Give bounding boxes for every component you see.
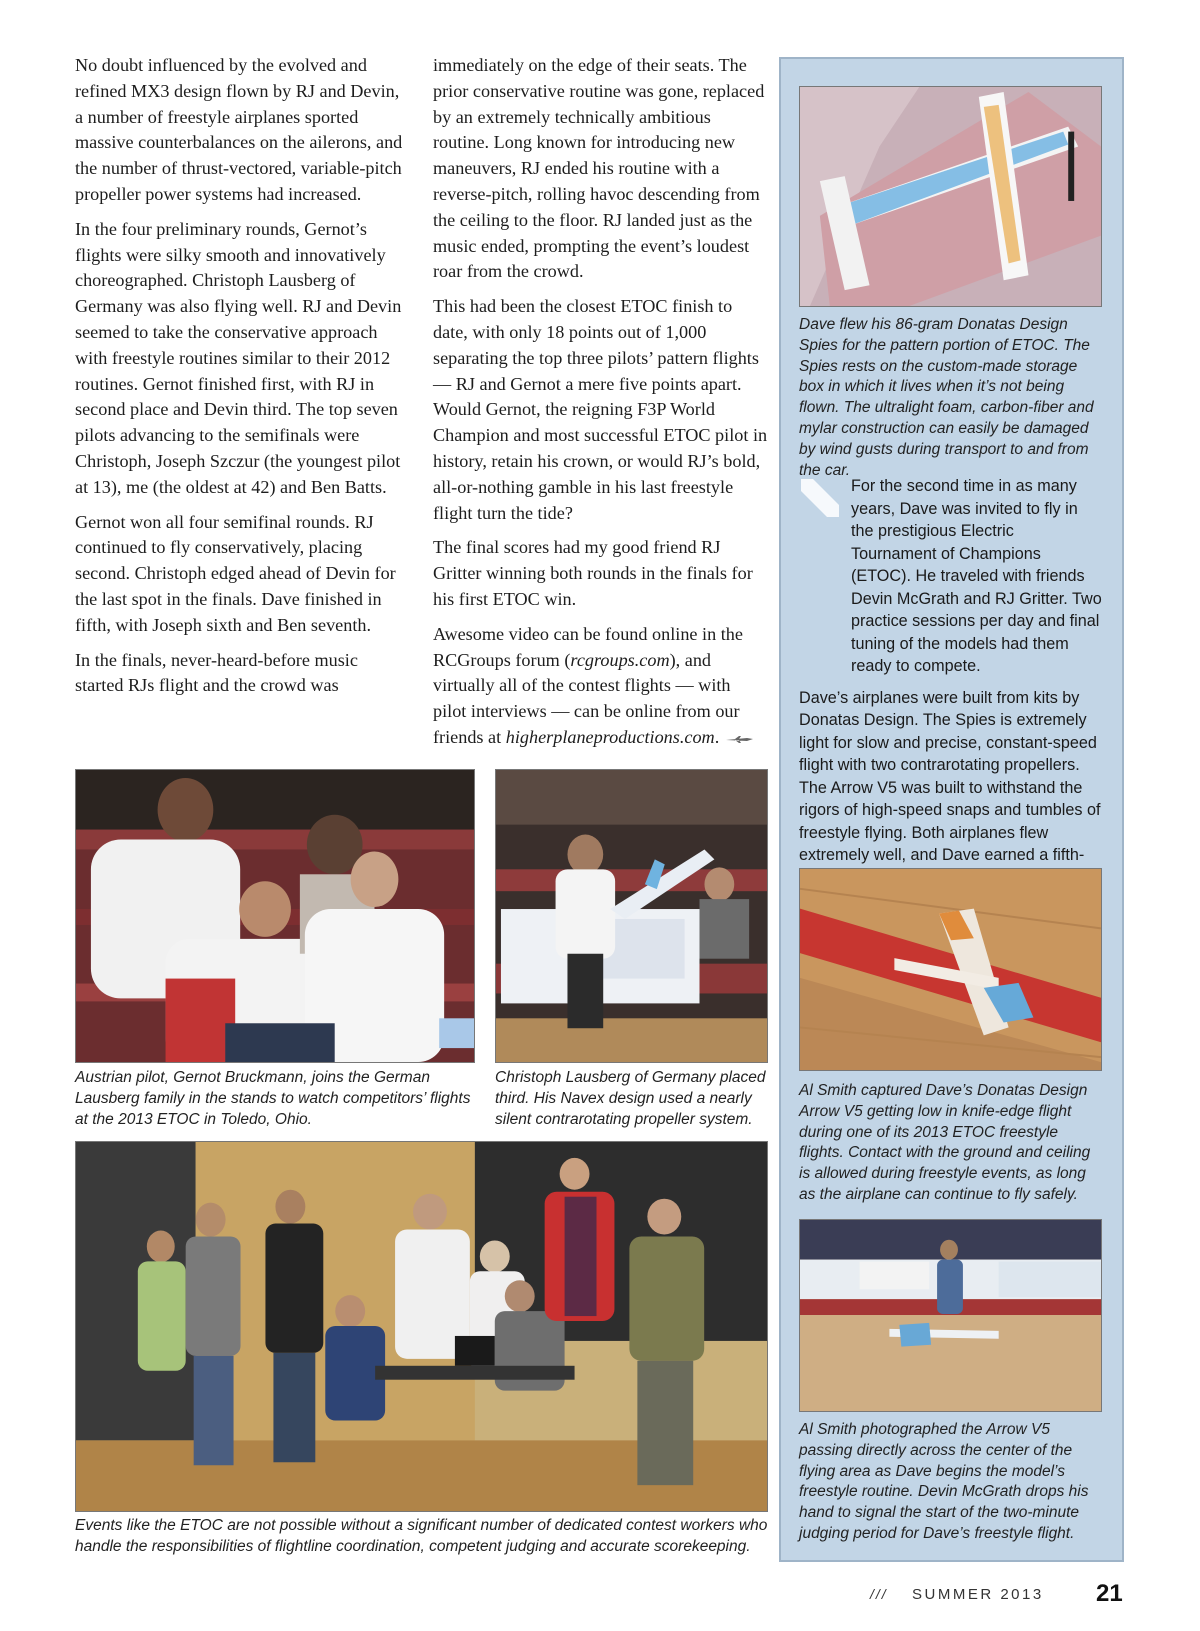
photo-gernot-bruckmann-stands (75, 769, 475, 1063)
caption-workers: Events like the ETOC are not possible without a significant number of dedicated contest workers who handle the responsibilities of flightline coordination, competent judging and accurate scorekeeping. (75, 1517, 768, 1555)
paragraph: Gernot won all four semifinal rounds. RJ continued to fly conservatively, placing second. Christoph edged ahead of Devin for the last spot in the finals. Dave finished in fifth, with Joseph sixth and Ben seventh. (75, 511, 396, 635)
caption-spies: Dave flew his 86-gram Donatas Design Spies for the pattern portion of ETOC. The Spies rests on the custom-made storage box in which it lives when it’s not being flown. The ultralight foam, carbon-fiber and mylar construction can easily be damaged by wind gusts during transport to and from the car. (799, 316, 1094, 479)
caption-lausberg: Christoph Lausberg of Germany placed third. His Navex design used a nearly silent contrarotating propeller system. (495, 1069, 766, 1128)
text-fragment: Dave’s airplanes were built from kits by Donatas Design. The Spies is extremely light for slow and precise, constant-speed flight with two contrarotating propellers. The Arrow V5 was built to withstand the rigors of high-speed snaps and tumbles of freestyle flying. Both airplanes flew extremely well, and Dave earned a fifth- (799, 688, 1101, 864)
photo-christoph-lausberg-navex (495, 769, 768, 1063)
paragraph: The final scores had my good friend RJ Gritter winning both rounds in the finals for his first ETOC win. (433, 537, 753, 609)
text-fragment: Awesome video can be found online in the RCGroups forum ( (433, 623, 743, 670)
caption-arrow-pass: Al Smith photographed the Arrow V5 passing directly across the center of the flying area as Dave begins the model’s freestyle routine. Devin McGrath drops his hand to signal the start of the two-minute judging period for Dave’s freestyle flight. (799, 1421, 1089, 1542)
airplane-end-mark-icon (725, 735, 755, 743)
photo-arrow-v5-pass (799, 1219, 1102, 1412)
higherplane-link-text: higherplaneproductions.com (505, 726, 715, 747)
paragraph: This had been the closest ETOC finish to date, with only 18 points out of 1,000 separating the top three pilots’ pattern flights — RJ and Gernot a mere five points apart. Would Gernot, the reigning F3P World Champion and most successful ETOC pilot in history, retain his crown, or would RJ’s bold, all-or-nothing gamble in his last freestyle flight turn the tide? (433, 296, 768, 523)
paragraph (799, 475, 1102, 678)
text-fragment: . (714, 726, 720, 747)
photo-arrow-v5-knife-edge (799, 868, 1102, 1071)
arrow-down-right-icon (799, 477, 841, 519)
paragraph: No doubt influenced by the evolved and refined MX3 design flown by RJ and Devin, a number of freestyle airplanes sported massive counterbalances on the ailerons, and the number of thrust-vectored, variable-pitch propeller power systems had increased. (75, 55, 403, 204)
rcgroups-link-text: rcgroups.com (570, 649, 670, 670)
article-column-2 (433, 53, 768, 760)
photo-spies-on-storage-box (799, 86, 1102, 307)
sidebar-body (799, 475, 1102, 921)
photo-contest-workers (75, 1141, 768, 1512)
paragraph (433, 622, 768, 751)
page-footer (870, 1582, 1190, 1612)
issue-label: SUMMER 2013 (912, 1586, 1044, 1603)
article-column-1 (75, 53, 410, 708)
sidebar-paragraph-1: For the second time in as many years, Dave was invited to fly in the prestigious Electric Tournament of Champions (ETOC). He traveled with friends Devin McGrath and RJ Gritter. Two practice sessions per day and final tuning of the models had them ready to compete. (851, 477, 1102, 675)
page-number: 21 (1096, 1580, 1123, 1607)
paragraph: In the finals, never-heard-before music started RJs flight and the crowd was (75, 649, 358, 696)
text-fragment: ), and virtually all of the contest flights — with pilot interviews — can be online from our friends at (433, 649, 740, 747)
paragraph: immediately on the edge of their seats. The prior conservative routine was gone, replaced by an extremely technically ambitious routine. Long known for introducing new maneuvers, RJ ended his routine with a reverse-pitch, rolling havoc descending from the ceiling to the floor. RJ landed just as the music ended, prompting the event’s loudest roar from the crowd. (433, 55, 765, 282)
footer-slashes: /// (870, 1586, 888, 1602)
caption-arrow-knife-edge: Al Smith captured Dave’s Donatas Design Arrow V5 getting low in knife-edge flight during one of its 2013 ETOC freestyle flights. Contact with the ground and ceiling is allowed during freestyle events, as long as the airplane can continue to fly safely. (799, 1082, 1091, 1203)
paragraph: In the four preliminary rounds, Gernot’s flights were silky smooth and innovatively choreographed. Christoph Lausberg of Germany was also flying well. RJ and Devin seemed to take the conservative approach with freestyle routines similar to their 2012 routines. Gernot finished first, with RJ in second place and Devin third. The top seven pilots advancing to the semifinals were Christoph, Joseph Szczur (the youngest pilot at 13), me (the oldest at 42) and Ben Batts. (75, 218, 402, 497)
caption-bruckmann: Austrian pilot, Gernot Bruckmann, joins the German Lausberg family in the stands to watch competitors’ flights at the 2013 ETOC in Toledo, Ohio. (75, 1069, 471, 1128)
